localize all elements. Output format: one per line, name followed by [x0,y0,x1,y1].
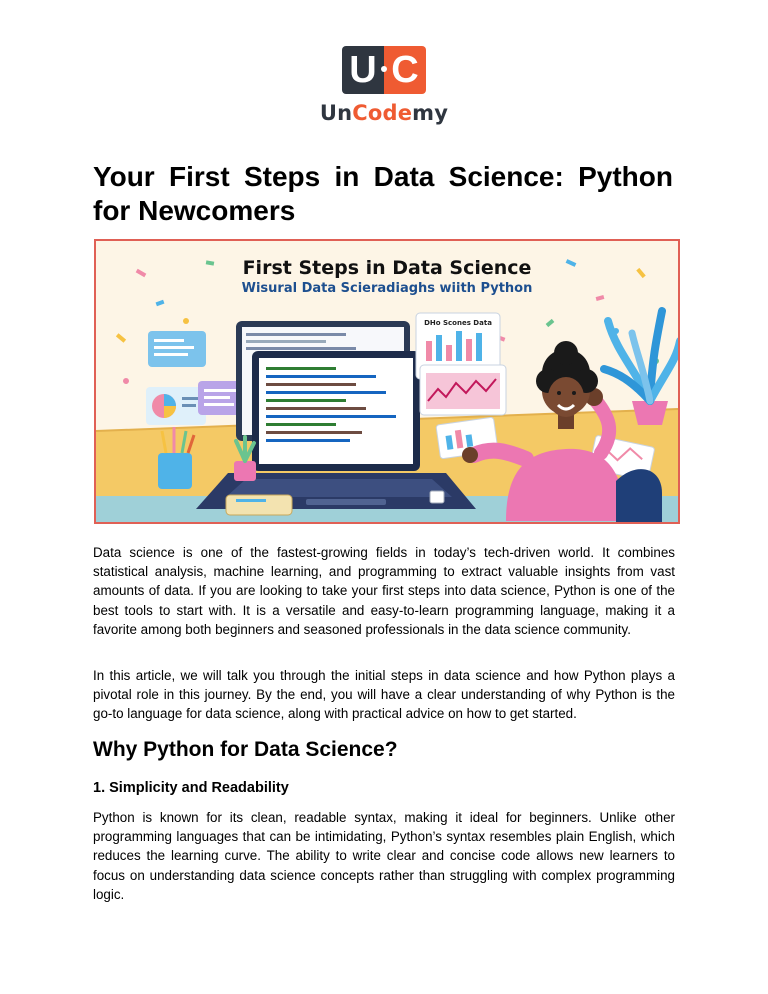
hero-heading: First Steps in Data Science [242,257,532,279]
uncodemy-logo [312,46,456,130]
hero-svg [96,241,678,522]
data-screen [416,313,506,415]
phone [226,495,292,515]
hero-subheading: Wisural Data Scieradiaghs wiith Python [241,281,533,296]
logo-dot [381,66,387,72]
hero-illustration [94,239,680,524]
logo-letter-c: C [391,49,419,91]
subsection-heading: 1. Simplicity and Readability [93,780,289,796]
subsection-paragraph: Python is known for its clean, readable syntax, making it ideal for beginners. Unlike other programming languages that can be intimidating, Python’s syntax resembles plain English, which reduces the learning curve. The ability to write clear and concise code allows new learners to focus on understanding data science concepts rather than struggling with complex programming logic. [93,810,675,902]
section-heading: Why Python for Data Science? [93,738,398,761]
logo-mark [342,46,426,94]
dashboard-card-pie [146,387,206,425]
dashboard-card-bars [148,331,206,367]
logo-letter-u: U [349,49,377,91]
intro-paragraph: Data science is one of the fastest-growing fields in today’s tech-driven world. It combines statistical analysis, machine learning, and programming to extract valuable insights from vast amounts of data. If you are looking to take your first steps into data science, Python is one of the best tools to start with. It is a versatile and easy-to-learn programming language, making it a favorite among both beginners and seasoned professionals in the data science community. [93,545,675,637]
logo-wordmark: UnCodemy [319,101,449,125]
article-title: Your First Steps in Data Science: Python for Newcomers [93,161,673,226]
screen-label: DHo Scones Data [424,319,492,327]
coffee-cup [430,491,444,503]
intro-paragraph-2: In this article, we will talk you through the initial steps in data science and how Python plays a pivotal role in this journey. By the end, you will have a clear understanding of why Python is the go-to language for data science, along with practical advice on how to get started. [93,668,675,722]
